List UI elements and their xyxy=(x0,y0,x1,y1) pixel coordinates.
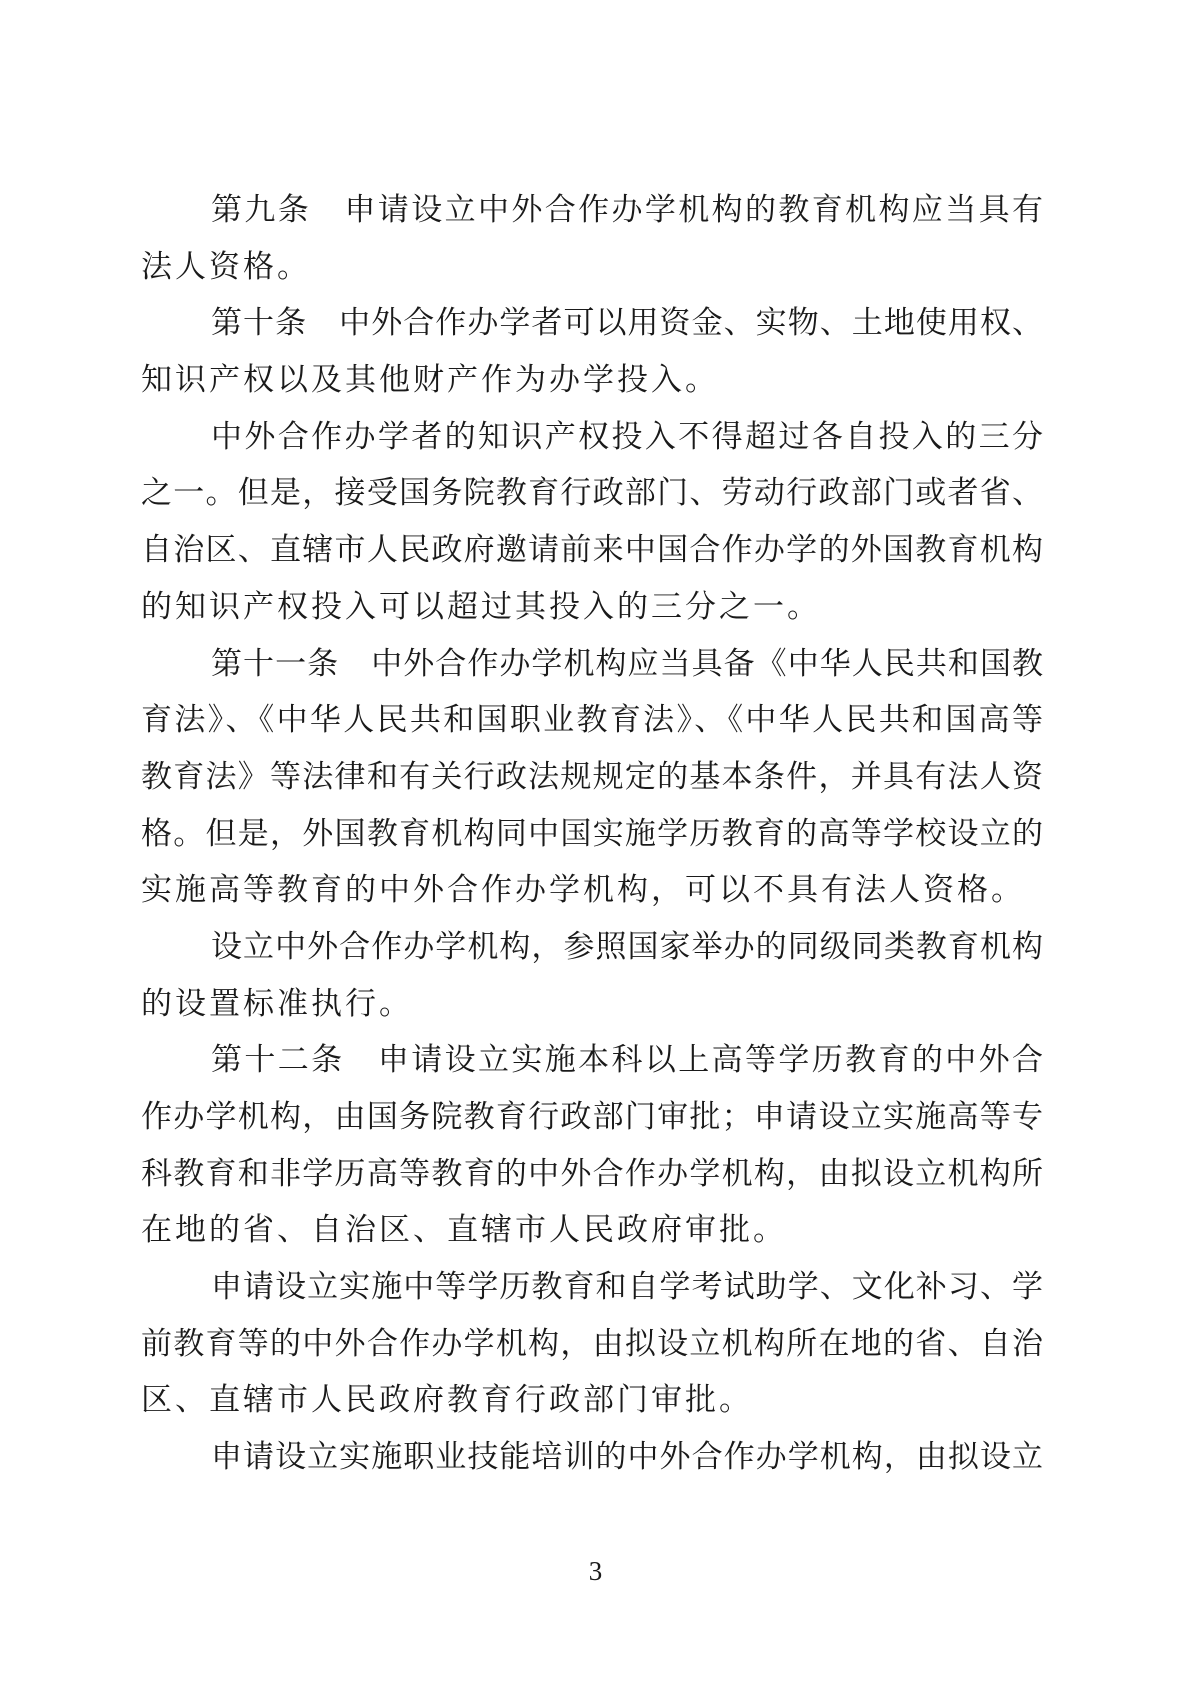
text-line: 区、直辖市人民政府教育行政部门审批。 xyxy=(141,1382,753,1418)
text-line: 第十条 中外合作办学者可以用资金、实物、土地使用权、 xyxy=(211,305,1043,341)
text-line: 科教育和非学历高等教育的中外合作办学机构，由拟设立机构所 xyxy=(141,1155,1043,1191)
page-number: 3 xyxy=(588,1556,603,1586)
text-line: 法人资格。 xyxy=(141,248,311,284)
text-line: 作办学机构，由国务院教育行政部门审批；申请设立实施高等专 xyxy=(141,1099,1043,1134)
text-line: 实施高等教育的中外合作办学机构，可以不具有法人资格。 xyxy=(141,872,1025,908)
text-line: 第九条 申请设立中外合作办学机构的教育机构应当具有 xyxy=(211,192,1043,227)
text-line: 设立中外合作办学机构，参照国家举办的同级同类教育机构 xyxy=(211,928,1043,964)
text-line: 在地的省、自治区、直辖市人民政府审批。 xyxy=(141,1212,787,1248)
text-line: 的知识产权投入可以超过其投入的三分之一。 xyxy=(141,588,821,624)
text-line: 格。但是，外国教育机构同中国实施学历教育的高等学校设立的 xyxy=(141,815,1043,851)
text-line: 教育法》等法律和有关行政法规规定的基本条件，并具有法人资 xyxy=(141,758,1043,794)
document-body xyxy=(141,182,1043,1486)
text-line: 的设置标准执行。 xyxy=(141,985,413,1021)
text-line: 中外合作办学者的知识产权投入不得超过各自投入的三分 xyxy=(211,418,1043,454)
text-line: 育法》、《中华人民共和国职业教育法》、《中华人民共和国高等 xyxy=(141,702,1043,738)
text-line: 第十二条 申请设立实施本科以上高等学历教育的中外合 xyxy=(211,1042,1043,1078)
text-line: 申请设立实施职业技能培训的中外合作办学机构，由拟设立 xyxy=(211,1439,1043,1475)
text-line: 自治区、直辖市人民政府邀请前来中国合作办学的外国教育机构 xyxy=(141,532,1043,568)
text-line: 第十一条 中外合作办学机构应当具备《中华人民共和国教 xyxy=(211,645,1043,681)
text-line: 之一。但是，接受国务院教育行政部门、劳动行政部门或者省、 xyxy=(141,475,1043,511)
text-line: 知识产权以及其他财产作为办学投入。 xyxy=(141,362,719,398)
text-line: 申请设立实施中等学历教育和自学考试助学、文化补习、学 xyxy=(211,1269,1043,1305)
text-line: 前教育等的中外合作办学机构，由拟设立机构所在地的省、自治 xyxy=(141,1325,1043,1361)
